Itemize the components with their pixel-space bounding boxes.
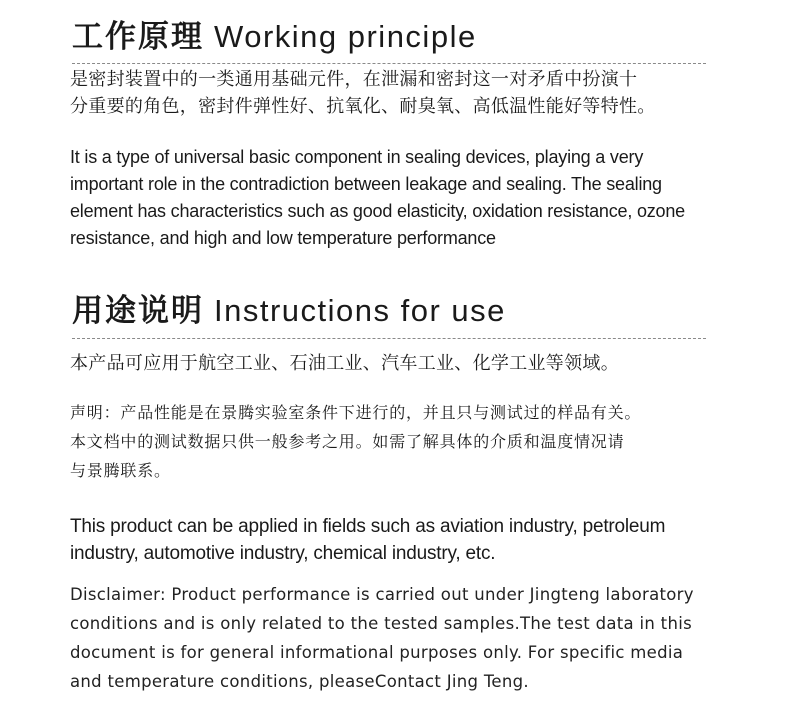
- text-line: resistance, and high and low temperature performance: [70, 228, 496, 248]
- working-description-zh: [70, 66, 656, 120]
- instructions-heading: [72, 292, 506, 330]
- text-line: This product can be applied in fields such as aviation industry, petroleum: [70, 516, 666, 537]
- instructions-title-zh: 用途说明: [72, 293, 204, 329]
- text-line: document is for general informational purposes only. For specific media: [70, 643, 684, 662]
- disclaimer-en: [70, 580, 694, 696]
- instructions-title-en: Instructions for use: [214, 293, 506, 328]
- disclaimer-zh: [70, 398, 641, 485]
- text-line: 是密封装置中的一类通用基础元件，在泄漏和密封这一对矛盾中扮演十: [70, 69, 638, 90]
- text-line: 本文档中的测试数据只供一般参考之用。如需了解具体的介质和温度情况请: [70, 432, 625, 451]
- text-line: element has characteristics such as good elasticity, oxidation resistance, ozone: [70, 201, 685, 221]
- text-line: 分重要的角色，密封件弹性好、抗氧化、耐臭氧、高低温性能好等特性。: [70, 96, 656, 117]
- working-principle-heading: [72, 18, 477, 56]
- section-divider-1: [72, 63, 706, 64]
- text-line: 与景腾联系。: [70, 461, 171, 480]
- text-line: 声明：产品性能是在景腾实验室条件下进行的，并且只与测试过的样品有关。: [70, 403, 642, 422]
- usage-en: [70, 513, 665, 567]
- text-line: important role in the contradiction between leakage and sealing. The sealing: [70, 174, 662, 194]
- text-line: industry, automotive industry, chemical industry, etc.: [70, 543, 496, 564]
- text-line: Disclaimer: Product performance is carried out under Jingteng laboratory: [70, 585, 694, 604]
- working-principle-title-en: Working principle: [214, 19, 477, 54]
- text-line: 本产品可应用于航空工业、石油工业、汽车工业、化学工业等领域。: [70, 353, 619, 374]
- working-principle-title-zh: 工作原理: [72, 19, 204, 55]
- section-divider-2: [72, 338, 706, 339]
- text-line: and temperature conditions, pleaseContact Jing Teng.: [70, 672, 529, 691]
- working-description-en: [70, 144, 685, 252]
- text-line: conditions and is only related to the tested samples.The test data in this: [70, 614, 692, 633]
- usage-zh: [70, 350, 619, 377]
- text-line: It is a type of universal basic component in sealing devices, playing a very: [70, 147, 644, 167]
